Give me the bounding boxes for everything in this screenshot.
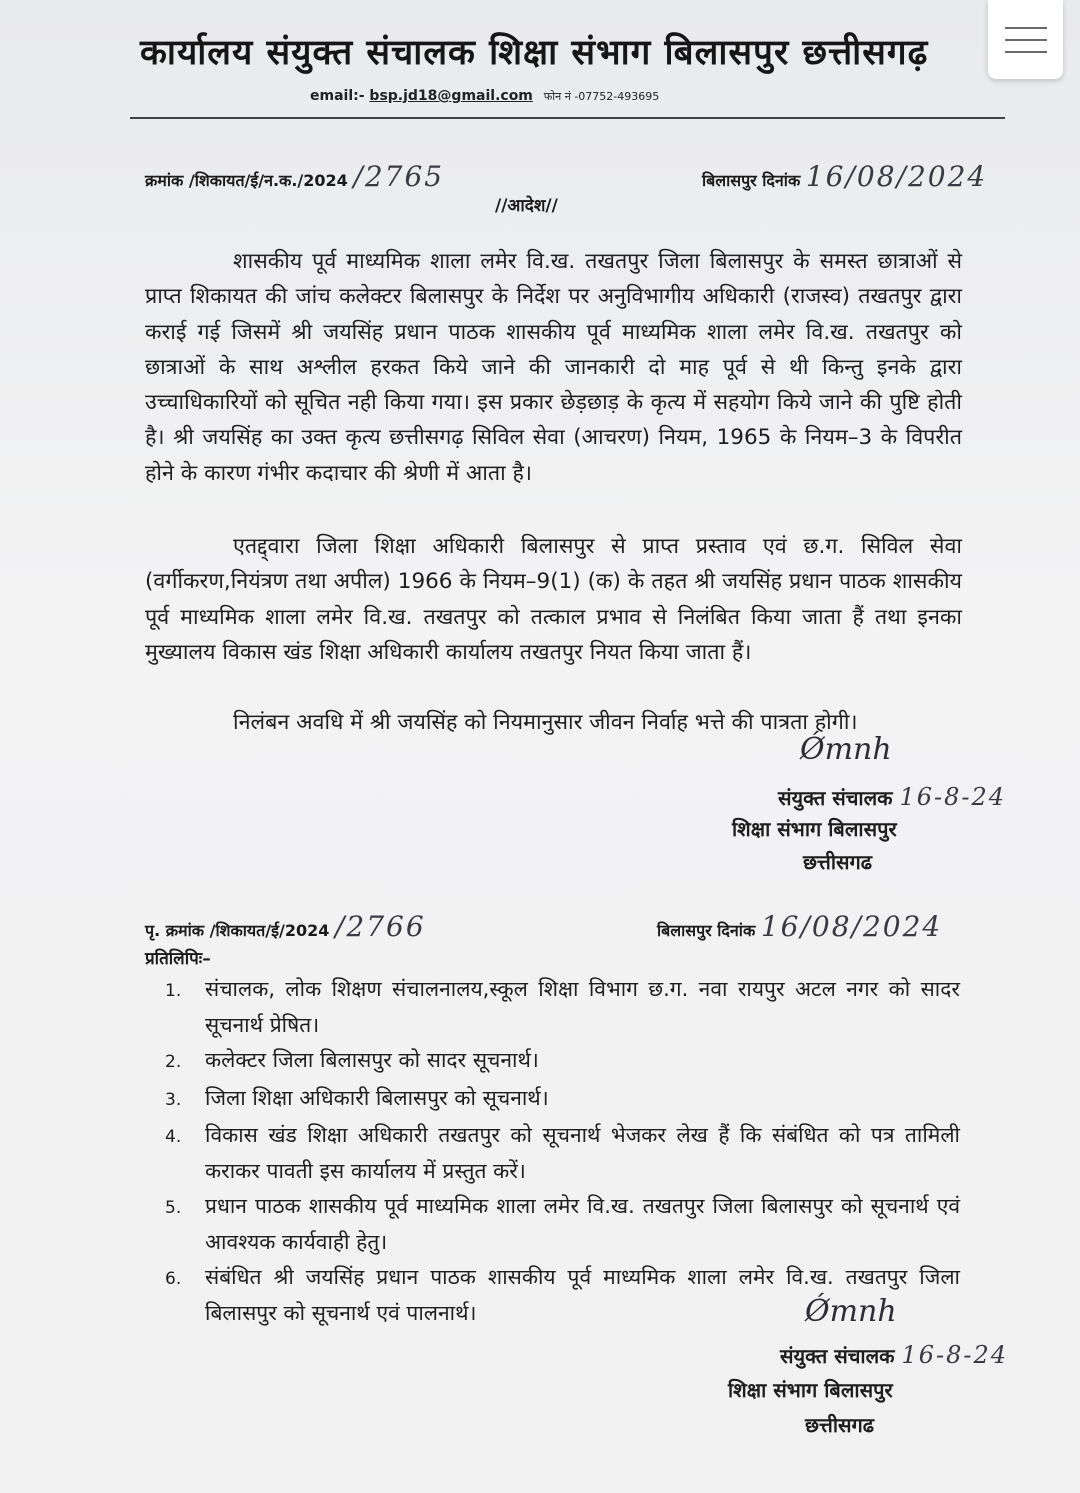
- signature-2-designation: संयुक्त संचालक: [780, 1344, 895, 1368]
- header-divider: [130, 117, 1005, 119]
- signature-2-designation-line: [780, 1341, 1008, 1369]
- order-date-label: बिलासपुर दिनांक: [702, 171, 801, 190]
- signature-1-date: 16-8-24: [899, 783, 1007, 811]
- endorsement-reference: [145, 910, 426, 943]
- copy-to-label: प्रतिलिपिः–: [145, 949, 211, 969]
- list-item-number: 1.: [165, 981, 182, 1001]
- menu-button[interactable]: [988, 0, 1063, 79]
- list-item-text: संचालक, लोक शिक्षण संचालनालय,स्कूल शिक्षा विभाग छ.ग. नवा रायपुर अटल नगर को सादर सूचनार्थ प्रेषित।: [205, 977, 960, 1037]
- list-item: [165, 1081, 960, 1119]
- signature-2-state: छत्तीसगढ: [805, 1413, 875, 1437]
- order-heading: //आदेश//: [495, 196, 558, 216]
- list-item-number: 5.: [165, 1198, 182, 1218]
- copy-list: [165, 972, 960, 1331]
- order-date-line: [702, 160, 987, 193]
- list-item-text: जिला शिक्षा अधिकारी बिलासपुर को सूचनार्थ।: [205, 1085, 549, 1110]
- list-item-text: संबंधित श्री जयसिंह प्रधान पाठक शासकीय पूर्व माध्यमिक शाला लमेर वि.ख. तखतपुर जिला बिलासपुर को सूचनार्थ एवं पालनार्थ।: [205, 1265, 960, 1325]
- order-paragraph-2: एतद्द्वारा जिला शिक्षा अधिकारी बिलासपुर से प्राप्त प्रस्ताव एवं छ.ग. सिविल सेवा (वर्गीकरण,नियंत्रण तथा अपील) 1966 के नियम–9(1) (क) के तहत श्री जयसिंह प्रधान पाठक शासकीय पूर्व माध्यमिक शाला लमेर वि.ख. तखतपुर को तत्काल प्रभाव से निलंबित किया जाता हैं तथा इनका मुख्यालय विकास खंड शिक्षा अधिकारी कार्यालय तखतपुर नियत किया जाता हैं।: [145, 534, 962, 665]
- menu-icon-bar: [1005, 51, 1047, 53]
- email-label: email:-: [310, 88, 365, 104]
- menu-icon: [1005, 27, 1047, 29]
- menu-icon-bar: [1005, 39, 1047, 41]
- signature-1-state: छत्तीसगढ: [803, 850, 873, 874]
- order-paragraph-3: निलंबन अवधि में श्री जयसिंह को नियमानुसार जीवन निर्वाह भत्ते की पात्रता होगी।: [233, 710, 858, 735]
- signature-1-designation: संयुक्त संचालक: [778, 786, 893, 810]
- signature-1-designation-line: [778, 783, 1006, 811]
- order-ref-number: /2765: [353, 160, 445, 193]
- list-item: [165, 972, 960, 1043]
- list-item: [165, 1118, 960, 1189]
- order-reference: [145, 160, 444, 193]
- order-paragraph-1: शासकीय पूर्व माध्यमिक शाला लमेर वि.ख. तखतपुर जिला बिलासपुर के समस्त छात्राओं से प्राप्त शिकायत की जांच कलेक्टर बिलासपुर के निर्देश पर अनुविभागीय अधिकारी (राजस्व) तखतपुर द्वारा कराई गई जिसमें श्री जयसिंह प्रधान पाठक शासकीय पूर्व माध्यमिक शाला लमेर वि.ख. तखतपुर को छात्राओं के साथ अश्लील हरकत किये जाने की जानकारी दो माह पूर्व से थी किन्तु इनके द्वारा उच्चाधिकारियों को सूचित नही किया गया। इस प्रकार छेड़छाड़ के कृत्य में सहयोग किये जाने की पुष्टि होती है। श्री जयसिंह का उक्त कृत्य छत्तीसगढ़ सिविल सेवा (आचरण) नियम, 1965 के नियम–3 के विपरीत होने के कारण गंभीर कदाचार की श्रेणी में आता है।: [145, 249, 962, 486]
- phone-number: फोन नं -07752-493695: [543, 90, 660, 103]
- list-item: [165, 1189, 960, 1260]
- endorsement-date-line: [657, 910, 942, 943]
- signature-mark-1: Ǿmnh: [800, 732, 892, 767]
- contact-line: [310, 88, 659, 104]
- endorsement-date: 16/08/2024: [760, 910, 943, 943]
- order-ref-prefix: क्रमांक /शिकायत/ई/न.क./2024: [145, 171, 348, 190]
- list-item-number: 3.: [165, 1089, 182, 1110]
- signature-mark-2: Ǿmnh: [805, 1294, 897, 1329]
- list-item-number: 2.: [165, 1052, 182, 1072]
- endorsement-ref-number: /2766: [334, 910, 426, 943]
- office-title: कार्यालय संयुक्त संचालक शिक्षा संभाग बिलासपुर छत्तीसगढ़: [140, 33, 929, 73]
- endorsement-date-label: बिलासपुर दिनांक: [657, 921, 756, 940]
- list-item-text: विकास खंड शिक्षा अधिकारी तखतपुर को सूचनार्थ भेजकर लेख हैं कि संबंधित को पत्र तामिली कराकर पावती इस कार्यालय में प्रस्तुत करें।: [205, 1123, 960, 1183]
- list-item-text: कलेक्टर जिला बिलासपुर को सादर सूचनार्थ।: [205, 1048, 539, 1072]
- signature-2-office: शिक्षा संभाग बिलासपुर: [728, 1378, 893, 1402]
- list-item-number: 6.: [165, 1269, 182, 1289]
- list-item-text: प्रधान पाठक शासकीय पूर्व माध्यमिक शाला लमेर वि.ख. तखतपुर जिला बिलासपुर को सूचनार्थ एवं आवश्यक कार्यवाही हेतु।: [205, 1194, 960, 1254]
- list-item-number: 4.: [165, 1127, 182, 1147]
- list-item: [165, 1043, 960, 1081]
- order-date: 16/08/2024: [805, 160, 988, 193]
- endorsement-ref-prefix: पृ. क्रमांक /शिकायत/ई/2024: [145, 921, 330, 940]
- signature-1-office: शिक्षा संभाग बिलासपुर: [732, 817, 897, 841]
- email-address: bsp.jd18@gmail.com: [369, 88, 533, 104]
- signature-2-date: 16-8-24: [901, 1341, 1009, 1369]
